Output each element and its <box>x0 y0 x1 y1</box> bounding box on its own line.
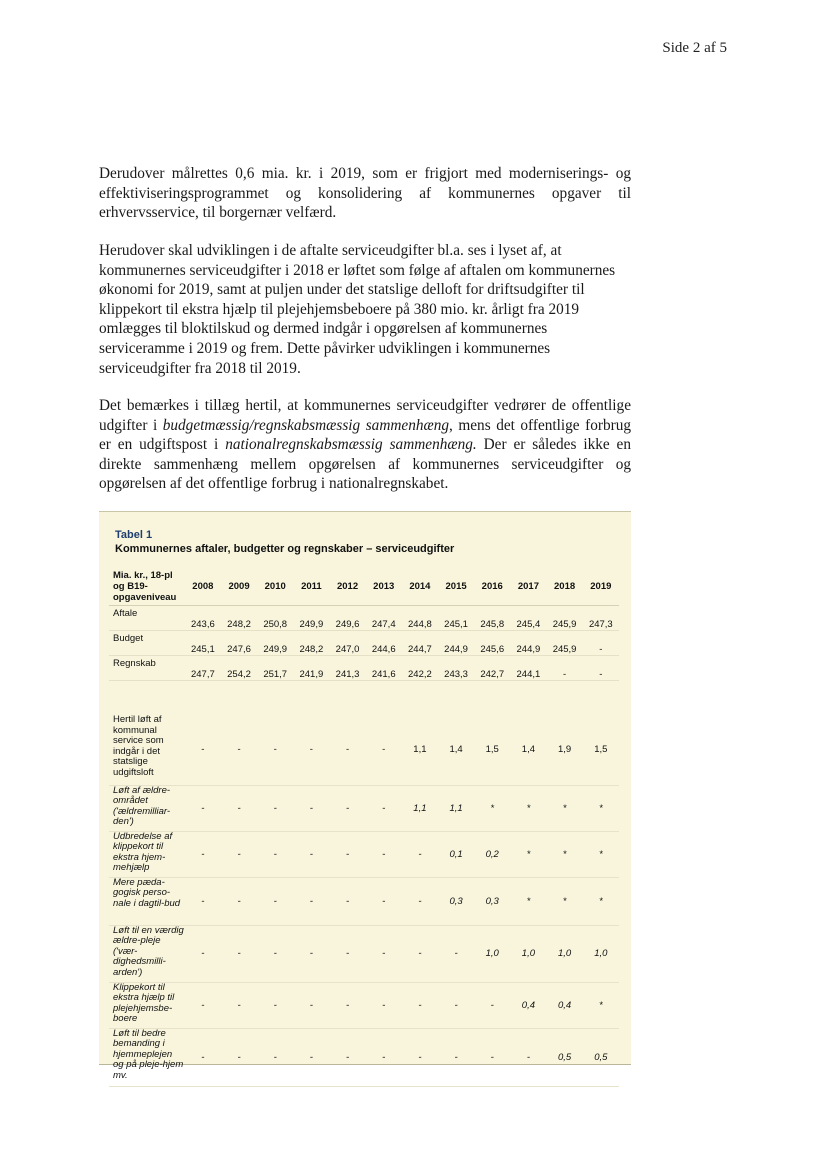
year-header-2012: 2012 <box>329 567 365 606</box>
table-cell: 249,9 <box>257 631 293 656</box>
table-cell: 245,9 <box>547 631 583 656</box>
table-cell: - <box>221 877 257 925</box>
table-cell: - <box>257 877 293 925</box>
table-cell: 247,0 <box>329 631 365 656</box>
table-cell: 0,4 <box>510 982 546 1028</box>
table-cell: - <box>257 785 293 831</box>
year-header-2010: 2010 <box>257 567 293 606</box>
table-cell: 251,7 <box>257 656 293 681</box>
sub-row-label: Hertil løft af kommunal service som indgår i det statslige udgiftsloft <box>109 715 185 785</box>
table-header-row <box>109 567 619 606</box>
sub-row-label: Klippekort til ekstra hjælp til plejehjemsbe-boere <box>109 982 185 1028</box>
table-cell: * <box>474 785 510 831</box>
table-cell: 0,4 <box>547 982 583 1028</box>
table-cell: - <box>366 715 402 785</box>
table-cell: 244,9 <box>438 631 474 656</box>
table-cell: 249,9 <box>293 606 329 631</box>
table-cell: - <box>185 1028 221 1086</box>
table-sub-row <box>109 982 619 1028</box>
table-cell: - <box>293 715 329 785</box>
paragraph-3-text <box>99 396 631 494</box>
table-row <box>109 631 619 656</box>
table-cell: 0,3 <box>474 877 510 925</box>
table-cell: - <box>438 1028 474 1086</box>
table-cell: - <box>221 785 257 831</box>
row-header-cell: Mia. kr., 18-pl og B19-opgaveniveau <box>109 567 185 606</box>
table-cell: - <box>474 1028 510 1086</box>
paragraph-2-text: Herudover skal udviklingen i de aftalte serviceudgifter bl.a. ses i lyset af, at kommunernes serviceudgifter i 2018 er løftet som følge af aftalen om kommunernes økonomi for 2019, samt at puljen under det statslige delloft for driftsudgifter til klippekort til ekstra hjælp til plejehjemsbeboere på 380 mio. kr. årligt fra 2019 omlægges til bloktilskud og dermed indgår i opgørelsen af kommunernes serviceramme i 2019 og frem. Dette påvirker udviklingen i kommunernes serviceudgifter fra 2018 til 2019. <box>99 242 616 377</box>
table-cell: 247,4 <box>366 606 402 631</box>
table-cell: - <box>185 715 221 785</box>
table-cell: - <box>185 982 221 1028</box>
table-cell: - <box>221 1028 257 1086</box>
table-cell: 245,8 <box>474 606 510 631</box>
paragraph-3-part-a: Det bemærkes i tillæg hertil, at kommunernes serviceudgifter vedrører de offentlige udgifter i <box>99 397 631 434</box>
sub-row-label: Mere pæda-gogisk perso-nale i dagtil-bud <box>109 877 185 925</box>
table-cell: * <box>510 831 546 877</box>
table-cell: * <box>547 785 583 831</box>
table-cell: - <box>257 715 293 785</box>
table-cell: 244,6 <box>366 631 402 656</box>
table-cell: 244,1 <box>510 656 546 681</box>
table-cell: - <box>366 831 402 877</box>
paragraph-1 <box>99 164 631 223</box>
table-cell: - <box>293 831 329 877</box>
table-cell: - <box>221 925 257 982</box>
table-cell: 1,1 <box>402 715 438 785</box>
row-label: Regnskab <box>109 656 185 681</box>
sub-row-label: Løft til en værdig ældre-pleje ('vær-dighedsmilli-arden') <box>109 925 185 982</box>
paragraph-3-emphasis-2: nationalregnskabsmæssig sammenhæng. <box>225 436 477 454</box>
table-cell: 245,4 <box>510 606 546 631</box>
table-cell: - <box>366 925 402 982</box>
paragraph-3-part-e: Der er således ikke en direkte sammenhæng mellem opgørelsen af kommunernes serviceudgifter og opgørelsen af det offentlige forbrug i nationalregnskabet. <box>99 436 631 493</box>
table-row <box>109 656 619 681</box>
table-cell: * <box>510 877 546 925</box>
year-header-2009: 2009 <box>221 567 257 606</box>
sub-row-label: Udbredelse af klippekort til ekstra hjem-mehjælp <box>109 831 185 877</box>
year-header-2013: 2013 <box>366 567 402 606</box>
year-header-2014: 2014 <box>402 567 438 606</box>
table-cell: 1,4 <box>510 715 546 785</box>
table-cell: - <box>185 925 221 982</box>
table-cell: 254,2 <box>221 656 257 681</box>
table-cell: - <box>329 715 365 785</box>
row-label: Aftale <box>109 606 185 631</box>
paragraph-3 <box>99 396 631 494</box>
table-cell: 1,5 <box>474 715 510 785</box>
table-cell: * <box>583 982 619 1028</box>
table-cell: 1,4 <box>438 715 474 785</box>
spacer-cell <box>109 681 619 716</box>
row-label: Budget <box>109 631 185 656</box>
year-header-2015: 2015 <box>438 567 474 606</box>
table-cell: - <box>185 831 221 877</box>
table-cell: 243,6 <box>185 606 221 631</box>
table-cell: - <box>366 1028 402 1086</box>
table-cell: 248,2 <box>293 631 329 656</box>
table-cell: - <box>329 1028 365 1086</box>
table-cell: - <box>185 785 221 831</box>
table-cell: - <box>221 982 257 1028</box>
table-cell: 245,9 <box>547 606 583 631</box>
table-cell: 245,1 <box>438 606 474 631</box>
paragraph-2 <box>99 241 631 378</box>
year-header-2008: 2008 <box>185 567 221 606</box>
table-cell: 244,8 <box>402 606 438 631</box>
table-cell: 1,5 <box>583 715 619 785</box>
table-cell: 249,6 <box>329 606 365 631</box>
table-cell: - <box>329 831 365 877</box>
table-cell: * <box>583 877 619 925</box>
table-cell: 0,1 <box>438 831 474 877</box>
table-cell: 242,7 <box>474 656 510 681</box>
year-header-2019: 2019 <box>583 567 619 606</box>
table-cell: 1,1 <box>438 785 474 831</box>
table-cell: 247,7 <box>185 656 221 681</box>
table-sub-row <box>109 785 619 831</box>
table-cell: - <box>366 785 402 831</box>
table-sub-row <box>109 1028 619 1086</box>
table-cell: - <box>402 982 438 1028</box>
table-title: Tabel 1 <box>115 529 153 541</box>
table-cell: 242,2 <box>402 656 438 681</box>
table-cell: 244,9 <box>510 631 546 656</box>
table-cell: - <box>438 925 474 982</box>
table-cell: - <box>257 1028 293 1086</box>
paragraph-3-part-c: , mens det offentlige forbrug er en udgiftspost i <box>99 416 631 454</box>
table-cell: * <box>583 831 619 877</box>
table-cell: 1,1 <box>402 785 438 831</box>
table-cell: - <box>583 631 619 656</box>
table-cell: - <box>293 925 329 982</box>
table-cell: - <box>474 982 510 1028</box>
table-cell: - <box>583 656 619 681</box>
serviceudgifter-table <box>109 567 619 1087</box>
year-header-2018: 2018 <box>547 567 583 606</box>
table-row <box>109 606 619 631</box>
table-cell: - <box>438 982 474 1028</box>
table-cell: - <box>257 982 293 1028</box>
table-cell: 1,0 <box>583 925 619 982</box>
table-1-box <box>99 511 631 1081</box>
table-cell: 0,2 <box>474 831 510 877</box>
table-cell: 241,6 <box>366 656 402 681</box>
table-cell: - <box>402 925 438 982</box>
table-cell: - <box>293 785 329 831</box>
table-cell: - <box>402 1028 438 1086</box>
table-cell: 245,1 <box>185 631 221 656</box>
table-cell: 250,8 <box>257 606 293 631</box>
table-sub-row <box>109 831 619 877</box>
table-cell: 1,0 <box>474 925 510 982</box>
table-sub-row <box>109 925 619 982</box>
table-cell: - <box>402 831 438 877</box>
table-cell: * <box>510 785 546 831</box>
table-cell: * <box>547 877 583 925</box>
table-cell: - <box>257 925 293 982</box>
table-cell: - <box>185 877 221 925</box>
table-body <box>109 606 619 1087</box>
table-cell: * <box>547 831 583 877</box>
table-cell: - <box>293 877 329 925</box>
table-cell: 244,7 <box>402 631 438 656</box>
table-cell: - <box>221 715 257 785</box>
table-cell: - <box>329 785 365 831</box>
table-cell: - <box>510 1028 546 1086</box>
table-cell: - <box>329 877 365 925</box>
table-cell: 0,5 <box>547 1028 583 1086</box>
table-cell: - <box>329 982 365 1028</box>
paragraph-3-emphasis-1: budgetmæssig/regnskabsmæssig sammenhæng <box>162 416 450 434</box>
table-cell: 241,9 <box>293 656 329 681</box>
year-header-2011: 2011 <box>293 567 329 606</box>
table-cell: - <box>293 1028 329 1086</box>
table-cell: - <box>366 877 402 925</box>
table-cell: 1,0 <box>510 925 546 982</box>
table-cell: - <box>402 877 438 925</box>
table-cell: - <box>221 831 257 877</box>
table-cell: - <box>293 982 329 1028</box>
table-sub-row <box>109 715 619 785</box>
page-number: Side 2 af 5 <box>662 40 727 56</box>
paragraph-1-text: Derudover målrettes 0,6 mia. kr. i 2019, som er frigjort med moderniserings- og effektiviseringsprogrammet og konsolidering af kommunernes opgaver til erhvervsservice, til borgernær velfærd. <box>99 165 631 222</box>
table-sub-row <box>109 877 619 925</box>
sub-row-label: Løft til bedre bemanding i hjemmeplejen og på pleje-hjem mv. <box>109 1028 185 1086</box>
table-cell: 0,5 <box>583 1028 619 1086</box>
year-header-2017: 2017 <box>510 567 546 606</box>
table-cell: - <box>257 831 293 877</box>
table-cell: 245,6 <box>474 631 510 656</box>
table-subtitle: Kommunernes aftaler, budgetter og regnskaber – serviceudgifter <box>115 543 455 555</box>
table-cell: 248,2 <box>221 606 257 631</box>
table-cell: - <box>547 656 583 681</box>
table-cell: 1,0 <box>547 925 583 982</box>
table-cell: 1,9 <box>547 715 583 785</box>
table-cell: * <box>583 785 619 831</box>
year-header-2016: 2016 <box>474 567 510 606</box>
table-cell: 241,3 <box>329 656 365 681</box>
table-cell: 247,3 <box>583 606 619 631</box>
table-cell: 243,3 <box>438 656 474 681</box>
sub-row-label: Løft af ældre-området ('ældremilliar-den') <box>109 785 185 831</box>
table-cell: 247,6 <box>221 631 257 656</box>
table-cell: - <box>366 982 402 1028</box>
table-cell: 0,3 <box>438 877 474 925</box>
table-cell: - <box>329 925 365 982</box>
table-spacer-row <box>109 681 619 716</box>
